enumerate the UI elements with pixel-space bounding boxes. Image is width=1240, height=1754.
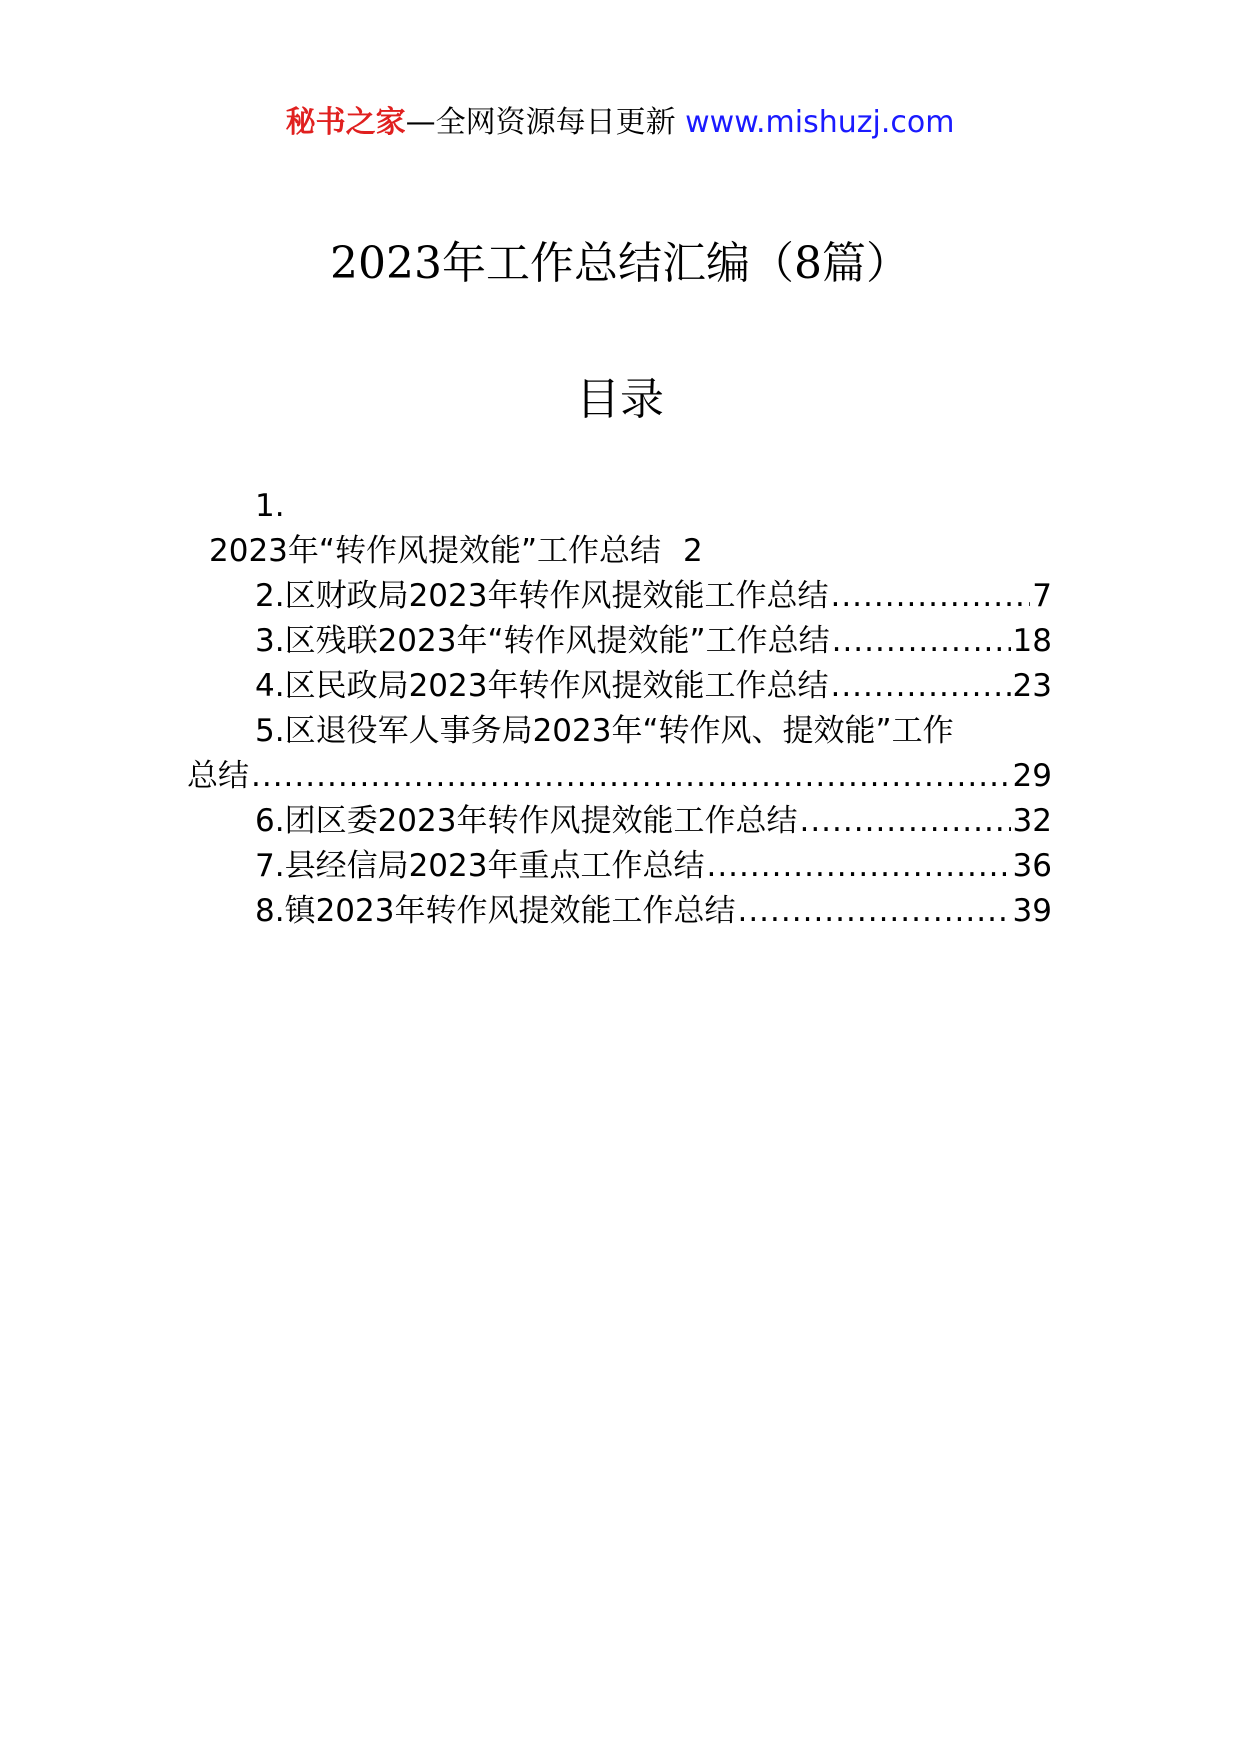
toc-leader-dots — [251, 754, 1011, 799]
toc-entry-title: 4.区民政局2023年转作风提效能工作总结 — [255, 668, 829, 704]
header-tagline: —全网资源每日更新 — [405, 105, 686, 140]
toc-entry-title: 2023年“转作风提效能”工作总结 — [209, 533, 662, 569]
toc-entry-page: 23 — [1012, 668, 1052, 704]
toc-entry-page: 36 — [1012, 848, 1052, 884]
brand-name: 秘书之家 — [285, 105, 406, 140]
toc-entry-page: 7 — [1032, 578, 1052, 614]
site-link[interactable]: www.mishuzj.com — [685, 105, 955, 140]
toc-entry-3[interactable] — [187, 619, 1052, 664]
toc-entry-title: 7.县经信局2023年重点工作总结 — [255, 848, 705, 884]
toc-leader-dots — [832, 619, 1011, 664]
toc-entry-8[interactable] — [187, 889, 1052, 934]
site-header — [0, 103, 1240, 143]
toc-entry-1-number-line[interactable] — [187, 484, 1052, 529]
toc-entry-page: 2 — [683, 533, 703, 569]
toc-leader-dots — [830, 574, 1030, 619]
toc-entry-title: 总结 — [187, 758, 249, 794]
toc-entry-5[interactable] — [187, 709, 1052, 754]
toc-entry-page: 18 — [1012, 623, 1052, 659]
toc-entry-title: 6.团区委2023年转作风提效能工作总结 — [255, 803, 798, 839]
toc-entry-title: 5.区退役军人事务局2023年“转作风、提效能”工作 — [255, 713, 954, 749]
toc-leader-dots — [737, 889, 1010, 934]
toc-entry-page: 29 — [1012, 758, 1052, 794]
toc-entry-page: 32 — [1012, 803, 1052, 839]
toc-entry-title: 2.区财政局2023年转作风提效能工作总结 — [255, 578, 829, 614]
toc-entry-7[interactable] — [187, 844, 1052, 889]
toc-entry-page: 39 — [1012, 893, 1052, 929]
table-of-contents — [187, 484, 1052, 934]
toc-entry-title: 3.区残联2023年“转作风提效能”工作总结 — [255, 623, 830, 659]
toc-leader-dots — [799, 799, 1010, 844]
toc-heading: 目录 — [576, 374, 664, 425]
toc-entry-5-continued[interactable] — [187, 754, 1052, 799]
toc-entry-number: 1. — [255, 488, 285, 524]
toc-entry-title: 8.镇2023年转作风提效能工作总结 — [255, 893, 736, 929]
toc-leader-dots — [830, 664, 1010, 709]
toc-entry-2[interactable] — [187, 574, 1052, 619]
toc-leader-dots — [706, 844, 1010, 889]
toc-entry-4[interactable] — [187, 664, 1052, 709]
toc-entry-1[interactable] — [187, 529, 1052, 574]
toc-entry-6[interactable] — [187, 799, 1052, 844]
document-title: 2023年工作总结汇编（8篇） — [330, 238, 910, 289]
